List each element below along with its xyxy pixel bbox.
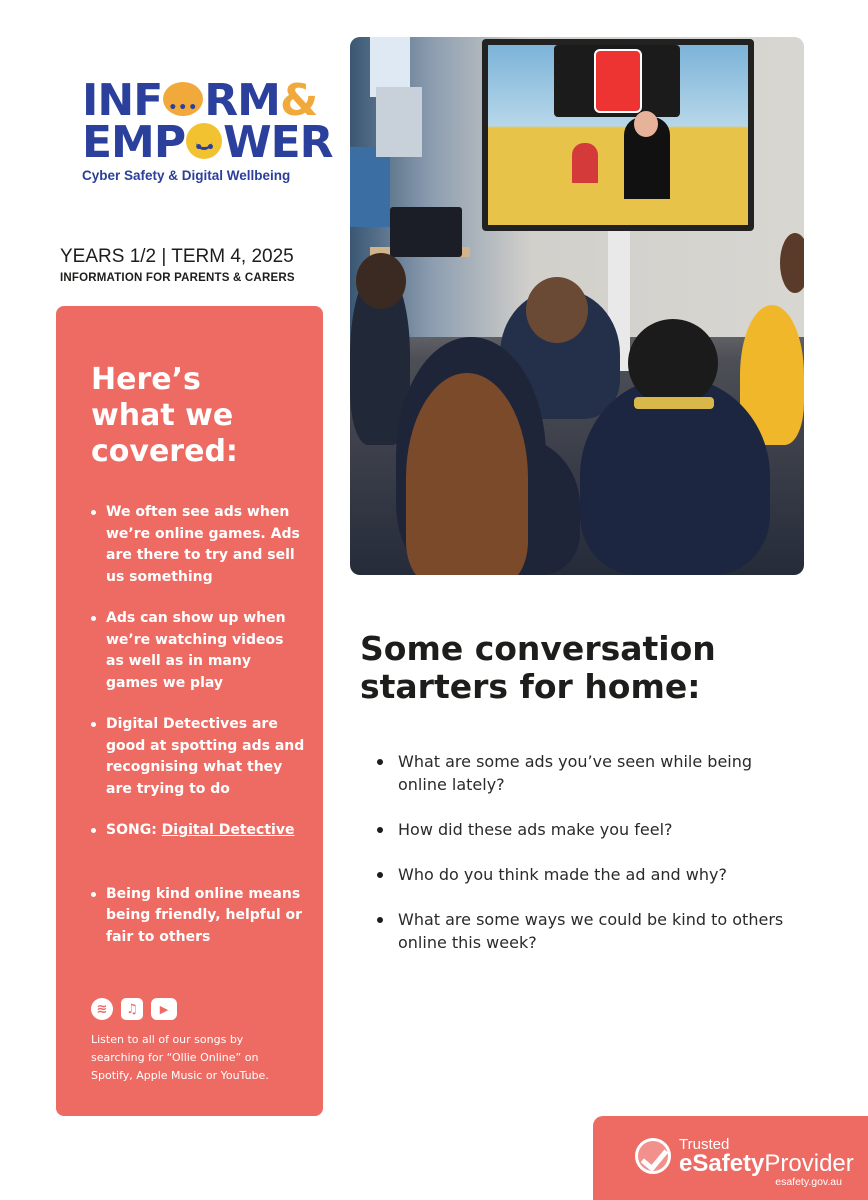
badge-provider [679,1150,854,1178]
heading-line: Here’s [91,362,201,397]
conversation-starters-title [360,630,800,706]
covered-heading [91,362,291,470]
list-item: What are some ways we could be kind to others online this week? [398,908,798,954]
heading-line: covered: [91,434,238,469]
logo-text: WER [223,117,333,168]
badge-provider-word: Provider [764,1150,854,1177]
student-head [780,233,804,293]
list-item: Being kind online means being friendly, helpful or fair to others [106,884,306,949]
student-head [628,319,718,407]
student-head [356,253,406,309]
youtube-icon[interactable]: ▶ [151,998,177,1020]
audience-subheading: INFORMATION FOR PARENTS & CARERS [60,272,295,284]
logo-ampersand: & [279,75,318,126]
covered-list [106,502,306,968]
digital-detective-song-link[interactable]: Digital Detective [161,822,295,838]
checkmark-icon [635,1138,671,1174]
covered-panel [56,306,323,1116]
title-line: starters for home: [360,667,701,706]
uniform-collar [634,397,714,409]
tv-video-frame [488,45,748,225]
badge-esafety: eSafety [679,1150,765,1177]
logo-tagline: Cyber Safety & Digital Wellbeing [82,168,291,183]
presenter-head [634,111,658,137]
wall-poster [376,87,422,157]
questions-list [398,750,798,976]
student-head [526,277,588,343]
logo-text: EMP [82,117,186,168]
heading-line: what we [91,398,234,433]
list-item: Digital Detectives are good at spotting ads and recognising what they are trying to do [106,714,306,800]
braided-hair [406,373,528,575]
screen-signboard [554,45,680,117]
laptop [390,207,462,257]
smiley-face-icon [186,123,222,159]
list-item: We often see ads when we’re online games. Ads are there to try and sell us something [106,502,306,588]
badge-trusted: Trusted [679,1136,730,1153]
list-item-song [106,820,306,842]
wall-poster [350,147,390,227]
list-item: Ads can show up when we’re watching videos as well as in many games we play [106,608,306,694]
listen-note: Listen to all of our songs by searching for “Ollie Online” on Spotify, Apple Music or YouTube. [91,1033,269,1082]
puppet-figure [572,143,598,183]
badge-url[interactable]: esafety.gov.au [775,1176,842,1188]
apple-music-icon[interactable]: ♫ [121,998,143,1020]
trusted-esafety-provider-badge [593,1116,868,1200]
speech-bubble-icon [163,82,203,116]
years-term-heading: YEARS 1/2 | TERM 4, 2025 [60,246,294,267]
aware-kind-brave-clever-badge [594,49,642,113]
logo-text: RM [204,75,280,126]
logo-text: INF [82,75,163,126]
classroom-photo [350,37,804,575]
list-item: How did these ads make you feel? [398,818,798,841]
song-prefix: SONG: [106,822,162,838]
inform-empower-logo [82,75,333,183]
classroom-tv-screen [482,39,754,231]
logo-line-empower [82,117,333,168]
list-item: What are some ads you’ve seen while being online lately? [398,750,798,796]
spotify-icon[interactable]: ≋ [91,998,113,1020]
streaming-icons [91,998,177,1020]
title-line: Some conversation [360,629,716,668]
logo-line-inform [82,75,318,126]
list-item: Who do you think made the ad and why? [398,863,798,886]
